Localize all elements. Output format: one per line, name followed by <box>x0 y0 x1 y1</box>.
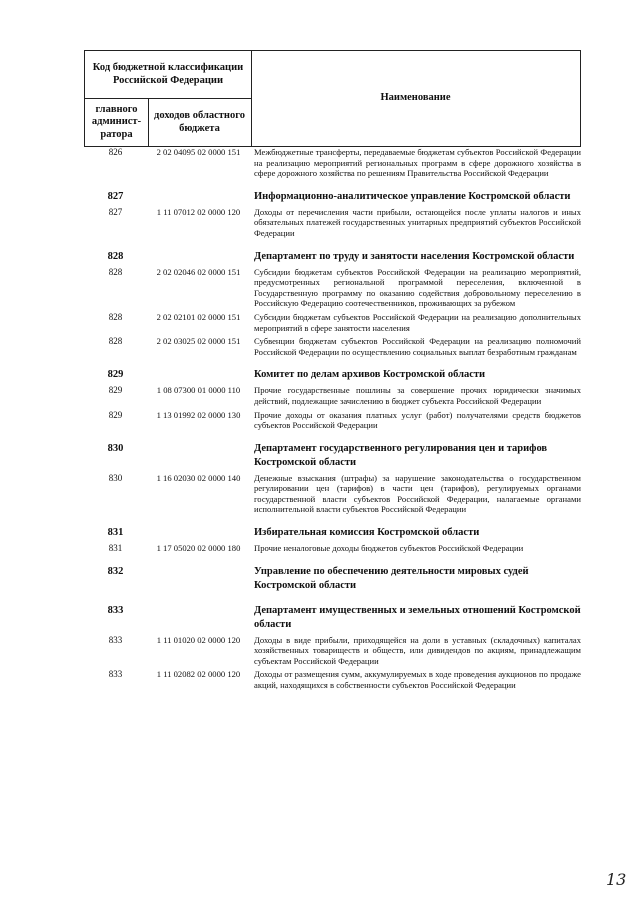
revenue-name: Департамент по труду и занятости населения Костромской области <box>254 250 575 262</box>
revenue-name: Доходы от размещения сумм, аккумулируемых в ходе проведения аукционов по продаже акций, находящихся в собственности субъектов Российской Федерации <box>254 669 581 691</box>
revenue-code: 2 02 02046 02 0000 151 <box>156 266 241 277</box>
revenue-name: Прочие доходы от оказания платных услуг (работ) получателями средств бюджетов субъектов Российской Федерации <box>254 409 581 431</box>
table-row <box>84 543 584 554</box>
header-admin-column: главного админист-ратора <box>91 103 142 140</box>
revenue-code: 1 11 07012 02 0000 120 <box>156 206 241 217</box>
revenue-code: 2 02 02101 02 0000 151 <box>156 311 241 322</box>
department-row <box>84 565 584 593</box>
table-header <box>84 50 581 147</box>
revenue-name: Субсидии бюджетам субъектов Российской Федерации на реализацию мероприятий, предусмотренных региональной программой переселения, включенной в Государственную программу по оказанию содействия добровольному переселению в Российскую Федерацию соотечественников, проживающих за рубежом <box>254 266 581 309</box>
revenue-name: Информационно-аналитическое управление Костромской области <box>254 190 571 202</box>
revenue-name: Доходы в виде прибыли, приходящейся на доли в уставных (складочных) капиталах хозяйственных товариществ и обществ, или дивидендов по акциям, принадлежащим субъектам Российской Федерации <box>254 634 581 666</box>
admin-code: 827 <box>107 190 124 202</box>
admin-code: 828 <box>108 266 123 277</box>
revenue-name: Прочие государственные пошлины за совершение прочих юридически значимых действий, подлежащие зачислению в бюджет субъекта Российской Федерации <box>254 385 581 406</box>
department-row <box>84 368 584 382</box>
table-row <box>84 207 584 239</box>
admin-code: 831 <box>107 527 124 539</box>
table-row <box>84 312 584 333</box>
table-row <box>84 336 584 357</box>
admin-code: 829 <box>108 409 123 420</box>
revenue-code: 2 02 04095 02 0000 151 <box>156 147 241 157</box>
admin-code: 833 <box>108 669 123 680</box>
admin-code: 828 <box>107 250 124 262</box>
revenue-name: Департамент имущественных и земельных отношений Костромской области <box>254 604 581 630</box>
revenue-name: Межбюджетные трансферты, передаваемые бюджетам субъектов Российской Федерации на реализацию мероприятий региональных программ в сфере дорожного хозяйства в сфере дорожного хозяйства по решениям Правительства Российской Федерации <box>254 147 581 179</box>
revenue-name: Субсидии бюджетам субъектов Российской Федерации на реализацию дополнительных мероприятий в сфере занятости населения <box>254 311 581 333</box>
admin-code: 832 <box>107 565 124 577</box>
admin-code: 827 <box>108 206 123 217</box>
revenue-name: Управление по обеспечению деятельности мировых судей Костромской области <box>254 565 529 591</box>
table-row <box>84 147 584 179</box>
revenue-code: 1 11 02082 02 0000 120 <box>156 669 241 680</box>
department-row <box>84 604 584 632</box>
header-name-column: Наименование <box>380 92 451 104</box>
revenue-name: Комитет по делам архивов Костромской области <box>254 369 486 381</box>
table-row <box>84 410 584 431</box>
revenue-code: 1 17 05020 02 0000 180 <box>156 543 241 554</box>
table-body <box>84 147 584 691</box>
department-row <box>84 250 584 264</box>
admin-code: 833 <box>107 604 124 616</box>
admin-code: 826 <box>108 147 123 157</box>
admin-code: 828 <box>108 311 123 322</box>
table-row <box>84 473 584 515</box>
revenue-name: Прочие неналоговые доходы бюджетов субъектов Российской Федерации <box>254 543 524 554</box>
department-row <box>84 442 584 470</box>
table-row <box>84 669 584 690</box>
admin-code: 830 <box>107 442 124 454</box>
admin-code: 828 <box>108 336 123 347</box>
admin-code: 829 <box>107 369 124 381</box>
revenue-name: Денежные взыскания (штрафы) за нарушение законодательства о государственном регулировании цен (тарифов) в части цен (тарифов), регулируемых органами государственной власти субъектов Российской Федерации, налагаемые органами исполнительной власти субъектов Российской Федерации <box>254 472 581 515</box>
revenue-name: Департамент государственного регулирования цен и тарифов Костромской области <box>254 442 548 468</box>
revenue-name: Избирательная комиссия Костромской области <box>254 527 480 539</box>
admin-code: 830 <box>108 472 123 483</box>
admin-code: 831 <box>108 543 123 554</box>
header-dohod-column: доходов областного бюджета <box>154 110 245 134</box>
revenue-name: Субвенции бюджетам субъектов Российской Федерации на реализацию полномочий Российской Федерации по осуществлению социальных выплат безработным гражданам <box>254 336 581 357</box>
revenue-code: 1 13 01992 02 0000 130 <box>156 409 241 420</box>
admin-code: 833 <box>108 634 123 645</box>
revenue-name: Доходы от перечисления части прибыли, остающейся после уплаты налогов и иных обязательных платежей государственных унитарных предприятий субъектов Российской Федерации <box>254 206 581 238</box>
admin-code: 829 <box>108 385 123 396</box>
department-row <box>84 526 584 540</box>
department-row <box>84 190 584 204</box>
revenue-code: 1 08 07300 01 0000 110 <box>156 385 241 396</box>
revenue-code: 2 02 03025 02 0000 151 <box>156 336 241 347</box>
revenue-code: 1 11 01020 02 0000 120 <box>156 634 241 645</box>
header-kod-title: Код бюджетной классификации Российской Федерации <box>92 62 244 86</box>
table-row <box>84 385 584 406</box>
table-row <box>84 267 584 309</box>
revenue-code: 1 16 02030 02 0000 140 <box>156 472 241 483</box>
table-row <box>84 635 584 667</box>
page-number: 13 <box>606 870 627 889</box>
